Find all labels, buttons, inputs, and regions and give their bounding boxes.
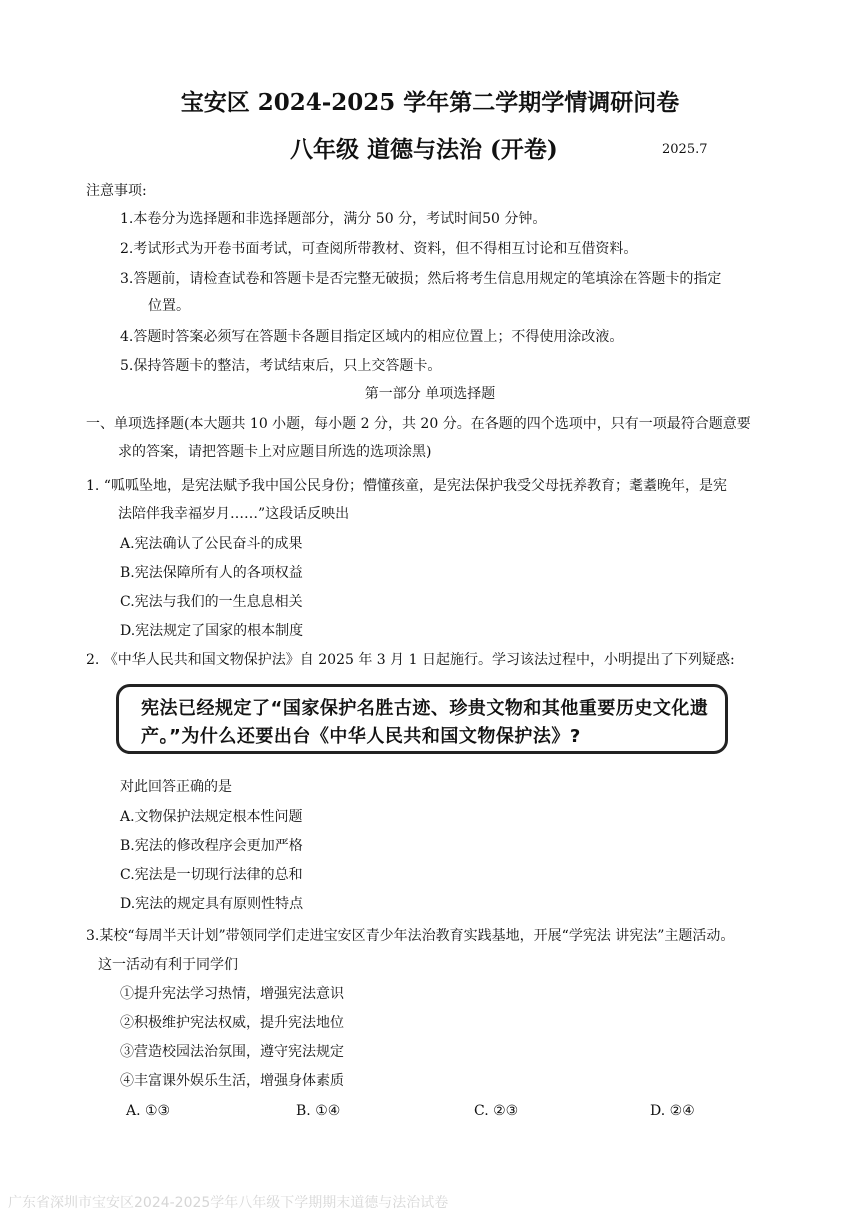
question-3-option-b: B. ①④: [296, 1103, 341, 1119]
question-3-option-c: C. ②③: [474, 1103, 519, 1119]
question-2-callout-text: 宪法已经规定了“国家保护名胜古迹、珍贵文物和其他重要历史文化遗产。”为什么还要出台《中华人民共和国文物保护法》?: [141, 698, 709, 747]
exam-title: 宝安区 2024-2025 学年第二学期学情调研问卷: [180, 89, 680, 116]
notice-heading: 注意事项:: [86, 183, 147, 199]
watermark-text: 广东省深圳市宝安区2024-2025学年八年级下学期期末道德与法治试卷: [8, 1195, 449, 1211]
question-2-option: D.宪法的规定具有原则性特点: [120, 896, 304, 912]
question-3-statement: ③营造校园法治氛围，遵守宪法规定: [120, 1044, 344, 1060]
question-1-option: D.宪法规定了国家的根本制度: [120, 623, 304, 639]
notice-item: 2.考试形式为开卷书面考试，可查阅所带教材、资料，但不得相互讨论和互借资料。: [120, 241, 638, 257]
question-1-stem: 1. “呱呱坠地，是宪法赋予我中国公民身份；懵懂孩童，是宪法保护我受父母抚养教育；耄耋晚年，是宪: [86, 478, 727, 494]
question-2-callout-box: [116, 684, 728, 754]
section-instruction: 求的答案，请把答题卡上对应题目所选的选项涂黑): [118, 444, 432, 460]
question-2-option: C.宪法是一切现行法律的总和: [120, 867, 303, 883]
question-1-option: B.宪法保障所有人的各项权益: [120, 565, 303, 581]
notice-item: 4.答题时答案必须写在答题卡各题目指定区域内的相应位置上；不得使用涂改液。: [120, 329, 624, 345]
question-3-statement: ①提升宪法学习热情，增强宪法意识: [120, 986, 344, 1002]
question-2-prompt: 对此回答正确的是: [120, 779, 232, 795]
question-1-option: C.宪法与我们的一生息息相关: [120, 594, 303, 610]
notice-item: 3.答题前，请检查试卷和答题卡是否完整无破损；然后将考生信息用规定的笔填涂在答题卡的指定: [120, 271, 722, 287]
section-instruction: 一、单项选择题(本大题共 10 小题，每小题 2 分，共 20 分。在各题的四个选项中，只有一项最符合题意要: [86, 416, 751, 432]
question-3-stem: 3.某校“每周半天计划”带领同学们走进宝安区青少年法治教育实践基地，开展“学宪法 讲宪法”主题活动。: [86, 928, 735, 944]
exam-date: 2025.7: [662, 142, 708, 157]
notice-item: 1.本卷分为选择题和非选择题部分，满分 50 分，考试时间50 分钟。: [120, 211, 547, 227]
question-1-option: A.宪法确认了公民奋斗的成果: [120, 536, 303, 552]
question-3-stem: 这一活动有利于同学们: [98, 957, 238, 973]
question-3-option-d: D. ②④: [650, 1103, 695, 1119]
question-2-option: B.宪法的修改程序会更加严格: [120, 838, 303, 854]
question-3-statement: ②积极维护宪法权威，提升宪法地位: [120, 1015, 344, 1031]
exam-subtitle: 八年级 道德与法治 (开卷): [290, 136, 558, 163]
question-3-statement: ④丰富课外娱乐生活，增强身体素质: [120, 1073, 344, 1089]
question-2-stem: 2. 《中华人民共和国文物保护法》自 2025 年 3 月 1 日起施行。学习该法过程中，小明提出了下列疑惑:: [86, 652, 735, 668]
notice-item: 位置。: [148, 298, 190, 314]
question-2-option: A.文物保护法规定根本性问题: [120, 809, 303, 825]
part-title: 第一部分 单项选择题: [364, 386, 496, 402]
question-3-option-a: A. ①③: [126, 1103, 171, 1119]
question-1-stem: 法陪伴我幸福岁月……”这段话反映出: [118, 506, 350, 522]
notice-item: 5.保持答题卡的整洁，考试结束后，只上交答题卡。: [120, 358, 442, 374]
